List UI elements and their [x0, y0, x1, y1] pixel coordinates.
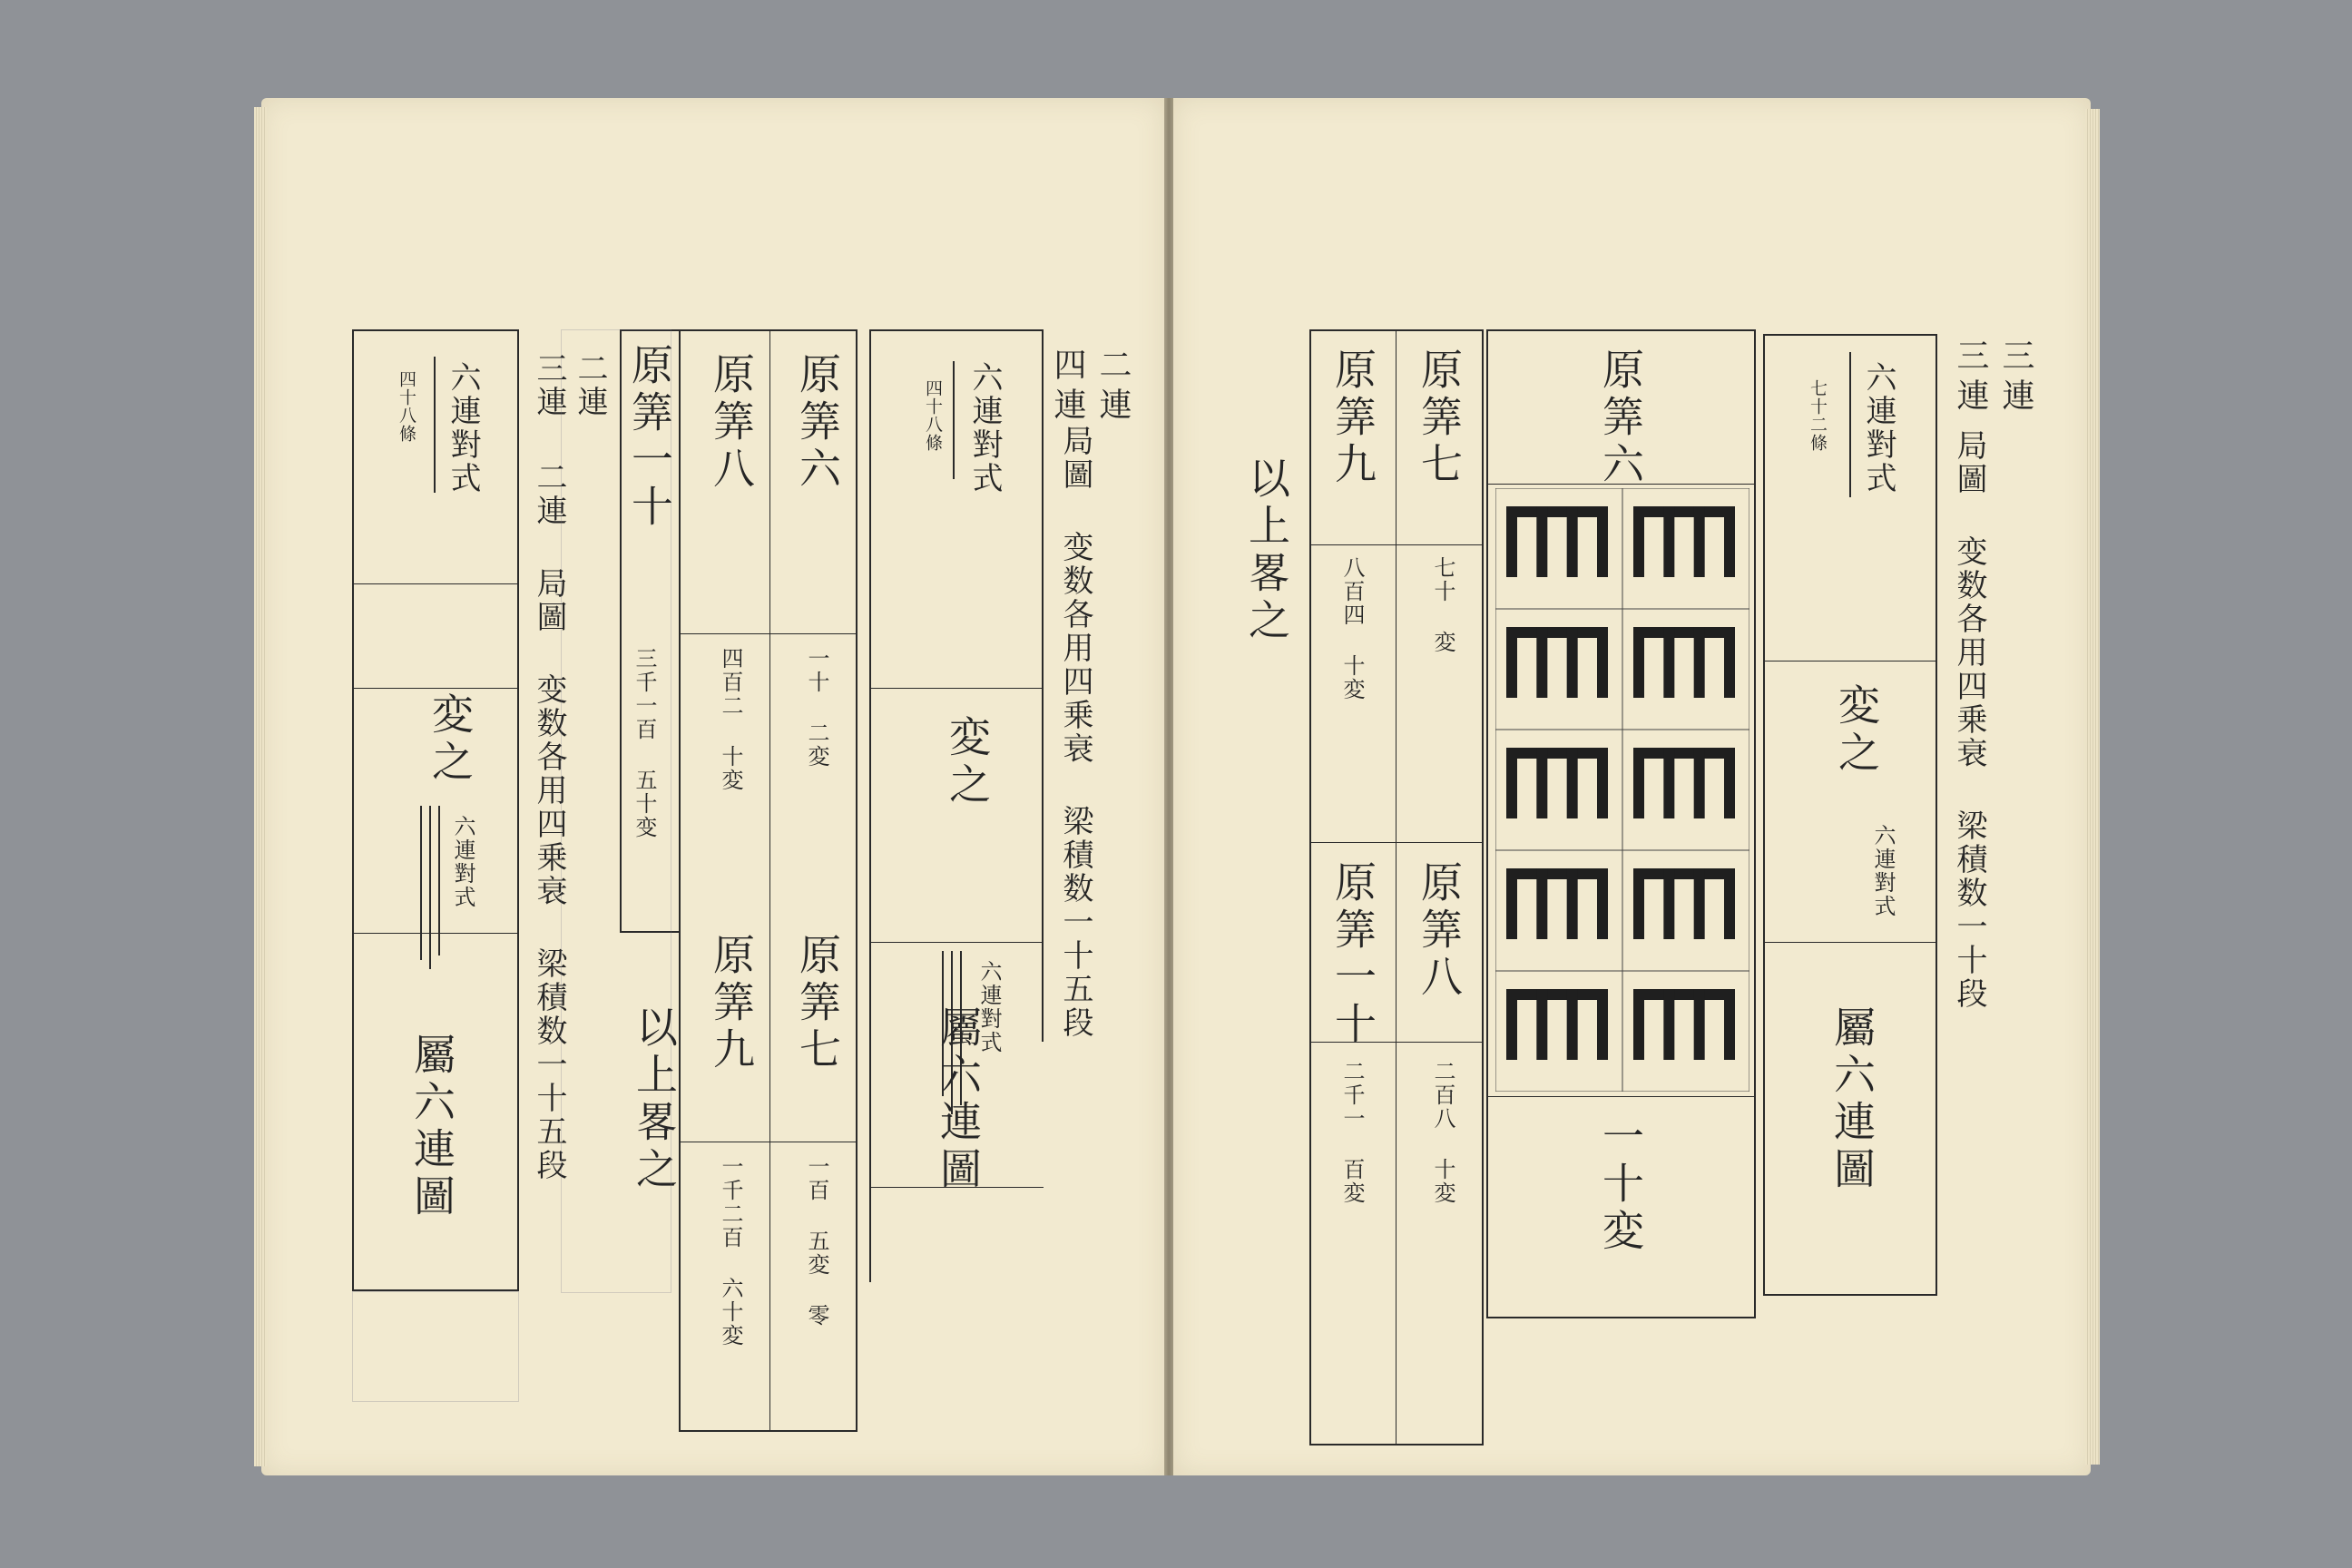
panel-a-sublabel: 六連對式	[976, 960, 1002, 1054]
panel-a-left-border	[869, 329, 871, 1282]
panel-d-top-border	[352, 329, 519, 331]
panel-d-label: 六連對式	[445, 361, 481, 495]
right-col-1-bcount: 二百八 十変	[1430, 1060, 1455, 1205]
panel-a-divider-2	[869, 942, 1044, 943]
panel-d-sublabel: 六連對式	[450, 815, 475, 909]
panel-b-lower-col-1: 原筭七	[793, 933, 842, 1074]
tally-glyph	[1622, 609, 1749, 730]
right-panel-a-label: 六連對式	[1860, 361, 1896, 495]
right-panel-a-change: 変之	[1832, 683, 1881, 778]
right-col-1-count: 七十 変	[1430, 556, 1455, 654]
panel-a-right-border	[1042, 329, 1044, 1042]
tally-glyph	[1622, 730, 1749, 850]
left-heading-line-2: 四連	[1049, 348, 1086, 427]
panel-b-center-rule	[769, 329, 770, 1432]
right-cols-left-border	[1309, 329, 1311, 1446]
middle-heading-2: 三連	[531, 352, 567, 419]
middle-summary: 以上畧之	[630, 1005, 679, 1194]
right-heading-line-1: 三連	[1997, 338, 2034, 418]
right-panel-a-belongs: 屬六連圖	[1828, 1005, 1877, 1194]
right-heading-text: 局圖 变数各用四乗衰 梁積数一十段	[1951, 429, 1987, 1011]
tally-glyph	[1495, 971, 1622, 1092]
right-summary: 以上畧之	[1242, 456, 1291, 645]
panel-b-lower-count-1: 一百 五変 零	[804, 1155, 829, 1328]
panel-a-divider-1	[869, 688, 1044, 689]
center-top: 原筭六	[1596, 348, 1645, 489]
panel-b-col-1: 原筭六	[793, 352, 842, 494]
panel-b-left-border	[679, 329, 681, 1432]
tally-glyph	[1495, 488, 1622, 609]
panel-d-count: 四十八條	[397, 370, 416, 443]
tally-glyph	[1622, 850, 1749, 971]
panel-b-bottom-border	[679, 1430, 858, 1432]
panel-d-belongs: 屬六連圖	[407, 1033, 456, 1221]
right-panel-a-count: 七十二條	[1808, 379, 1828, 452]
tally-svg	[1495, 488, 1749, 1092]
right-col-2-top: 原筭九	[1328, 348, 1377, 489]
tally-glyph	[1622, 971, 1749, 1092]
right-col-1-top: 原筭七	[1415, 348, 1464, 489]
right-col-1-bottom: 原筭八	[1415, 860, 1464, 1002]
panel-b-top-border	[679, 329, 858, 331]
panel-b-col-2: 原筭八	[707, 352, 756, 494]
center-table-left-border	[1486, 329, 1488, 1318]
tally-glyph	[1495, 850, 1622, 971]
panel-b-lower-count-2: 一千二百 六十変	[718, 1155, 743, 1348]
right-panel-a-sublabel: 六連對式	[1870, 824, 1896, 918]
left-heading-line-1: 二連	[1094, 348, 1132, 427]
panel-a-count: 四十八條	[923, 379, 943, 452]
panel-a-label: 六連對式	[966, 361, 1003, 495]
panel-d-left-border	[352, 329, 354, 1291]
tally-glyph	[1495, 609, 1622, 730]
panel-a-belongs: 屬六連圖	[934, 1005, 983, 1194]
panel-a-mark	[953, 361, 955, 479]
open-book	[261, 98, 2091, 1475]
right-heading-line-2: 三連	[1952, 338, 1989, 418]
panel-a-change: 変之	[943, 715, 992, 809]
panel-d-change: 変之	[426, 692, 475, 787]
left-page	[261, 98, 1164, 1475]
center-table-right-border	[1754, 329, 1756, 1318]
center-bottom: 一十変	[1596, 1114, 1645, 1256]
panel-b-count-1: 一十 二変	[804, 647, 829, 769]
right-col-2-count: 八百四 十変	[1339, 556, 1365, 701]
panel-b-divider-1	[679, 633, 858, 634]
tally-glyph	[1622, 488, 1749, 609]
panel-a-top-border	[869, 329, 1044, 331]
panel-b-count-2: 四百二 十変	[718, 647, 743, 792]
tally-glyph	[1495, 730, 1622, 850]
panel-c-count: 三千一百 五十变	[632, 647, 657, 839]
left-heading-text: 局圖 变数各用四乗衰 梁積数一十五段	[1057, 425, 1093, 1040]
right-page	[1173, 98, 2091, 1475]
right-col-2-bottom: 原筭一十	[1328, 860, 1377, 1049]
left-page-edges	[254, 107, 267, 1466]
right-panel-a-right-border	[1936, 334, 1937, 1296]
panel-d-right-border	[517, 329, 519, 1291]
right-page-edges	[2085, 109, 2100, 1465]
middle-heading-1: 二連	[572, 352, 608, 419]
panel-c-col: 原筭一十	[625, 343, 674, 532]
panel-b-right-border	[856, 329, 858, 1432]
panel-b-lower-col-2: 原筭九	[707, 933, 756, 1074]
right-panel-a-left-border	[1763, 334, 1765, 1296]
tally-grid	[1495, 488, 1749, 1092]
right-col-2-bcount: 二千一 百変	[1339, 1060, 1365, 1205]
middle-body-text: 二連 局圖 变数各用四乗衰 梁積数一十五段	[531, 461, 567, 1182]
